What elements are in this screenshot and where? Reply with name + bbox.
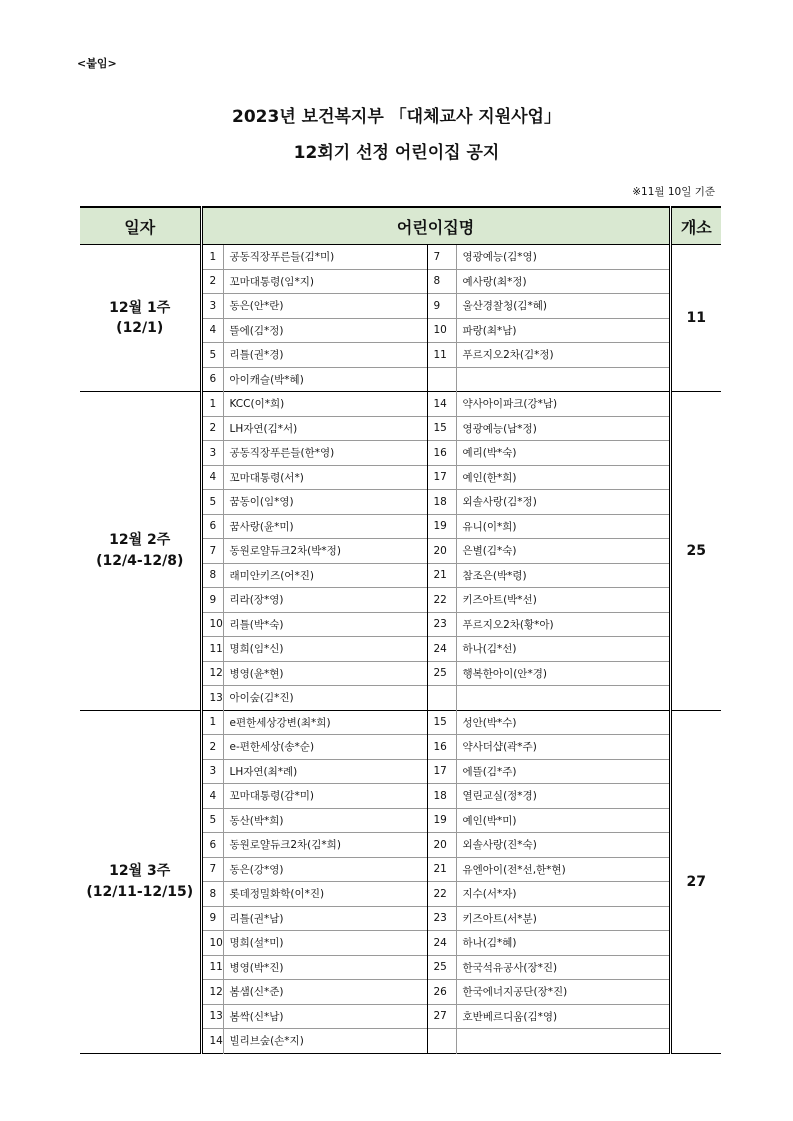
item-number: 3 [201, 441, 223, 466]
item-number: 9 [201, 588, 223, 613]
daycare-name: 파랑(최*남) [456, 318, 670, 343]
daycare-name: 성안(박*수) [456, 710, 670, 735]
item-number: 6 [201, 833, 223, 858]
item-number: 2 [201, 735, 223, 760]
daycare-name: 공동직장푸른들(김*미) [223, 245, 427, 270]
daycare-name: LH자연(최*례) [223, 759, 427, 784]
item-number: 14 [427, 392, 456, 417]
daycare-name: e-편한세상(송*순) [223, 735, 427, 760]
daycare-name: e편한세상강변(최*희) [223, 710, 427, 735]
item-number: 19 [427, 808, 456, 833]
daycare-name: 울산경찰청(김*혜) [456, 294, 670, 319]
daycare-name: 동원로얄듀크2차(박*정) [223, 539, 427, 564]
daycare-name: 푸르지오2차(황*아) [456, 612, 670, 637]
item-number: 9 [427, 294, 456, 319]
item-number: 8 [427, 269, 456, 294]
item-number: 6 [201, 367, 223, 392]
table-header-row [80, 207, 721, 245]
daycare-name: 예인(한*희) [456, 465, 670, 490]
basis-date-note: ※11월 10일 기준 [632, 186, 715, 198]
item-number: 11 [201, 955, 223, 980]
daycare-name: 명희(설*미) [223, 931, 427, 956]
daycare-name: 봄샘(신*준) [223, 980, 427, 1005]
item-number: 13 [201, 686, 223, 711]
daycare-name: 에뜰(김*주) [456, 759, 670, 784]
daycare-name: 꿈동이(임*영) [223, 490, 427, 515]
item-number: 10 [201, 931, 223, 956]
daycare-name: 외솔사랑(진*숙) [456, 833, 670, 858]
item-number: 20 [427, 539, 456, 564]
item-number: 15 [427, 416, 456, 441]
week-label: 12월 3주 [109, 863, 171, 880]
header-date: 일자 [80, 207, 201, 245]
item-number: 18 [427, 490, 456, 515]
daycare-name: 한국석유공사(장*진) [456, 955, 670, 980]
item-number: 1 [201, 710, 223, 735]
daycare-name: 키즈아트(서*분) [456, 906, 670, 931]
daycare-name: 동은(강*영) [223, 857, 427, 882]
daycare-name: 예사랑(최*정) [456, 269, 670, 294]
daycare-name: 롯데정밀화학(이*진) [223, 882, 427, 907]
daycare-name: 꼬마대통령(서*) [223, 465, 427, 490]
daycare-name: 아이숲(김*진) [223, 686, 427, 711]
item-number: 21 [427, 857, 456, 882]
daycare-name: 행복한아이(안*경) [456, 661, 670, 686]
week-date-range: (12/11-12/15) [86, 883, 194, 900]
daycare-name: 한국에너지공단(장*진) [456, 980, 670, 1005]
item-number: 5 [201, 343, 223, 368]
item-number: 11 [427, 343, 456, 368]
item-number: 26 [427, 980, 456, 1005]
daycare-name: 유엔아이(전*선,한*현) [456, 857, 670, 882]
document-title-line-2: 12회기 선정 어린이집 공지 [293, 143, 500, 163]
item-number: 3 [201, 759, 223, 784]
item-number: 5 [201, 490, 223, 515]
week-cell [80, 710, 201, 1053]
daycare-name: 리라(장*영) [223, 588, 427, 613]
daycare-name: 공동직장푸른들(한*영) [223, 441, 427, 466]
daycare-name: 약사더샵(곽*주) [456, 735, 670, 760]
daycare-name: 병영(박*진) [223, 955, 427, 980]
daycare-name: 지수(서*자) [456, 882, 670, 907]
item-number: 8 [201, 882, 223, 907]
count-cell: 25 [670, 392, 721, 711]
daycare-name: 동은(안*란) [223, 294, 427, 319]
daycare-name: 봄싹(신*남) [223, 1004, 427, 1029]
daycare-name [456, 1029, 670, 1054]
item-number: 7 [201, 857, 223, 882]
item-number: 7 [427, 245, 456, 270]
table-row [80, 710, 721, 735]
item-number [427, 367, 456, 392]
daycare-name: 명희(임*신) [223, 637, 427, 662]
daycare-name: 예리(박*숙) [456, 441, 670, 466]
item-number: 9 [201, 906, 223, 931]
daycare-name: 동원로얄듀크2차(김*희) [223, 833, 427, 858]
daycare-name: 참조은(박*령) [456, 563, 670, 588]
item-number: 1 [201, 245, 223, 270]
item-number: 16 [427, 735, 456, 760]
week-date-range: (12/4-12/8) [96, 552, 184, 569]
item-number: 11 [201, 637, 223, 662]
item-number: 18 [427, 784, 456, 809]
item-number: 19 [427, 514, 456, 539]
item-number: 14 [201, 1029, 223, 1054]
item-number: 15 [427, 710, 456, 735]
daycare-name: 병영(윤*현) [223, 661, 427, 686]
table-row [80, 392, 721, 417]
item-number: 27 [427, 1004, 456, 1029]
daycare-name: 꼬마대통령(감*미) [223, 784, 427, 809]
item-number: 25 [427, 661, 456, 686]
item-number: 4 [201, 784, 223, 809]
daycare-name: 꿈사랑(윤*미) [223, 514, 427, 539]
week-date-range: (12/1) [116, 320, 164, 336]
daycare-name: 리틀(박*숙) [223, 612, 427, 637]
daycare-name [456, 367, 670, 392]
daycare-name: 외솔사랑(김*정) [456, 490, 670, 515]
item-number: 8 [201, 563, 223, 588]
item-number: 12 [201, 661, 223, 686]
item-number: 22 [427, 588, 456, 613]
item-number: 12 [201, 980, 223, 1005]
item-number: 17 [427, 465, 456, 490]
daycare-name: 예인(박*미) [456, 808, 670, 833]
item-number: 21 [427, 563, 456, 588]
count-cell: 27 [670, 710, 721, 1053]
daycare-name: 열린교실(정*경) [456, 784, 670, 809]
daycare-name: 키즈아트(박*선) [456, 588, 670, 613]
item-number: 10 [201, 612, 223, 637]
item-number: 3 [201, 294, 223, 319]
daycare-name: 리틀(권*남) [223, 906, 427, 931]
daycare-name: 래미안키즈(어*진) [223, 563, 427, 588]
daycare-name: LH자연(김*서) [223, 416, 427, 441]
daycare-name: 영광예능(김*영) [456, 245, 670, 270]
daycare-name: 유니(이*희) [456, 514, 670, 539]
daycare-selection-table [80, 206, 721, 1054]
daycare-name: 약사아이파크(강*남) [456, 392, 670, 417]
item-number: 17 [427, 759, 456, 784]
table-body [80, 245, 721, 1054]
item-number: 2 [201, 269, 223, 294]
item-number: 25 [427, 955, 456, 980]
item-number: 1 [201, 392, 223, 417]
item-number: 16 [427, 441, 456, 466]
daycare-name: 호반베르디움(김*영) [456, 1004, 670, 1029]
daycare-name: 하나(김*혜) [456, 931, 670, 956]
item-number: 10 [427, 318, 456, 343]
item-number: 20 [427, 833, 456, 858]
item-number: 13 [201, 1004, 223, 1029]
item-number: 24 [427, 637, 456, 662]
item-number: 22 [427, 882, 456, 907]
daycare-name: 영광예능(남*정) [456, 416, 670, 441]
daycare-name: 하나(김*선) [456, 637, 670, 662]
week-cell [80, 245, 201, 392]
item-number [427, 686, 456, 711]
item-number: 5 [201, 808, 223, 833]
daycare-name: 꼬마대통령(임*지) [223, 269, 427, 294]
table-row [80, 245, 721, 270]
daycare-name [456, 686, 670, 711]
item-number [427, 1029, 456, 1054]
daycare-name: 뜰에(김*정) [223, 318, 427, 343]
item-number: 4 [201, 465, 223, 490]
count-cell: 11 [670, 245, 721, 392]
item-number: 23 [427, 906, 456, 931]
week-label: 12월 2주 [109, 532, 171, 549]
daycare-name: KCC(이*희) [223, 392, 427, 417]
daycare-name: 리틀(권*경) [223, 343, 427, 368]
header-count: 개소 [670, 207, 721, 245]
document-title-line-1: 2023년 보건복지부 「대체교사 지원사업」 [232, 107, 561, 127]
item-number: 7 [201, 539, 223, 564]
week-label: 12월 1주 [109, 299, 171, 316]
daycare-name: 동산(박*희) [223, 808, 427, 833]
attachment-label: <붙임> [77, 57, 117, 70]
item-number: 4 [201, 318, 223, 343]
header-daycare-name: 어린이집명 [201, 207, 670, 245]
daycare-name: 아이캐슬(박*혜) [223, 367, 427, 392]
week-cell [80, 392, 201, 711]
item-number: 2 [201, 416, 223, 441]
item-number: 23 [427, 612, 456, 637]
item-number: 24 [427, 931, 456, 956]
item-number: 6 [201, 514, 223, 539]
daycare-name: 빌리브숲(손*지) [223, 1029, 427, 1054]
daycare-name: 은별(김*숙) [456, 539, 670, 564]
daycare-name: 푸르지오2차(김*정) [456, 343, 670, 368]
